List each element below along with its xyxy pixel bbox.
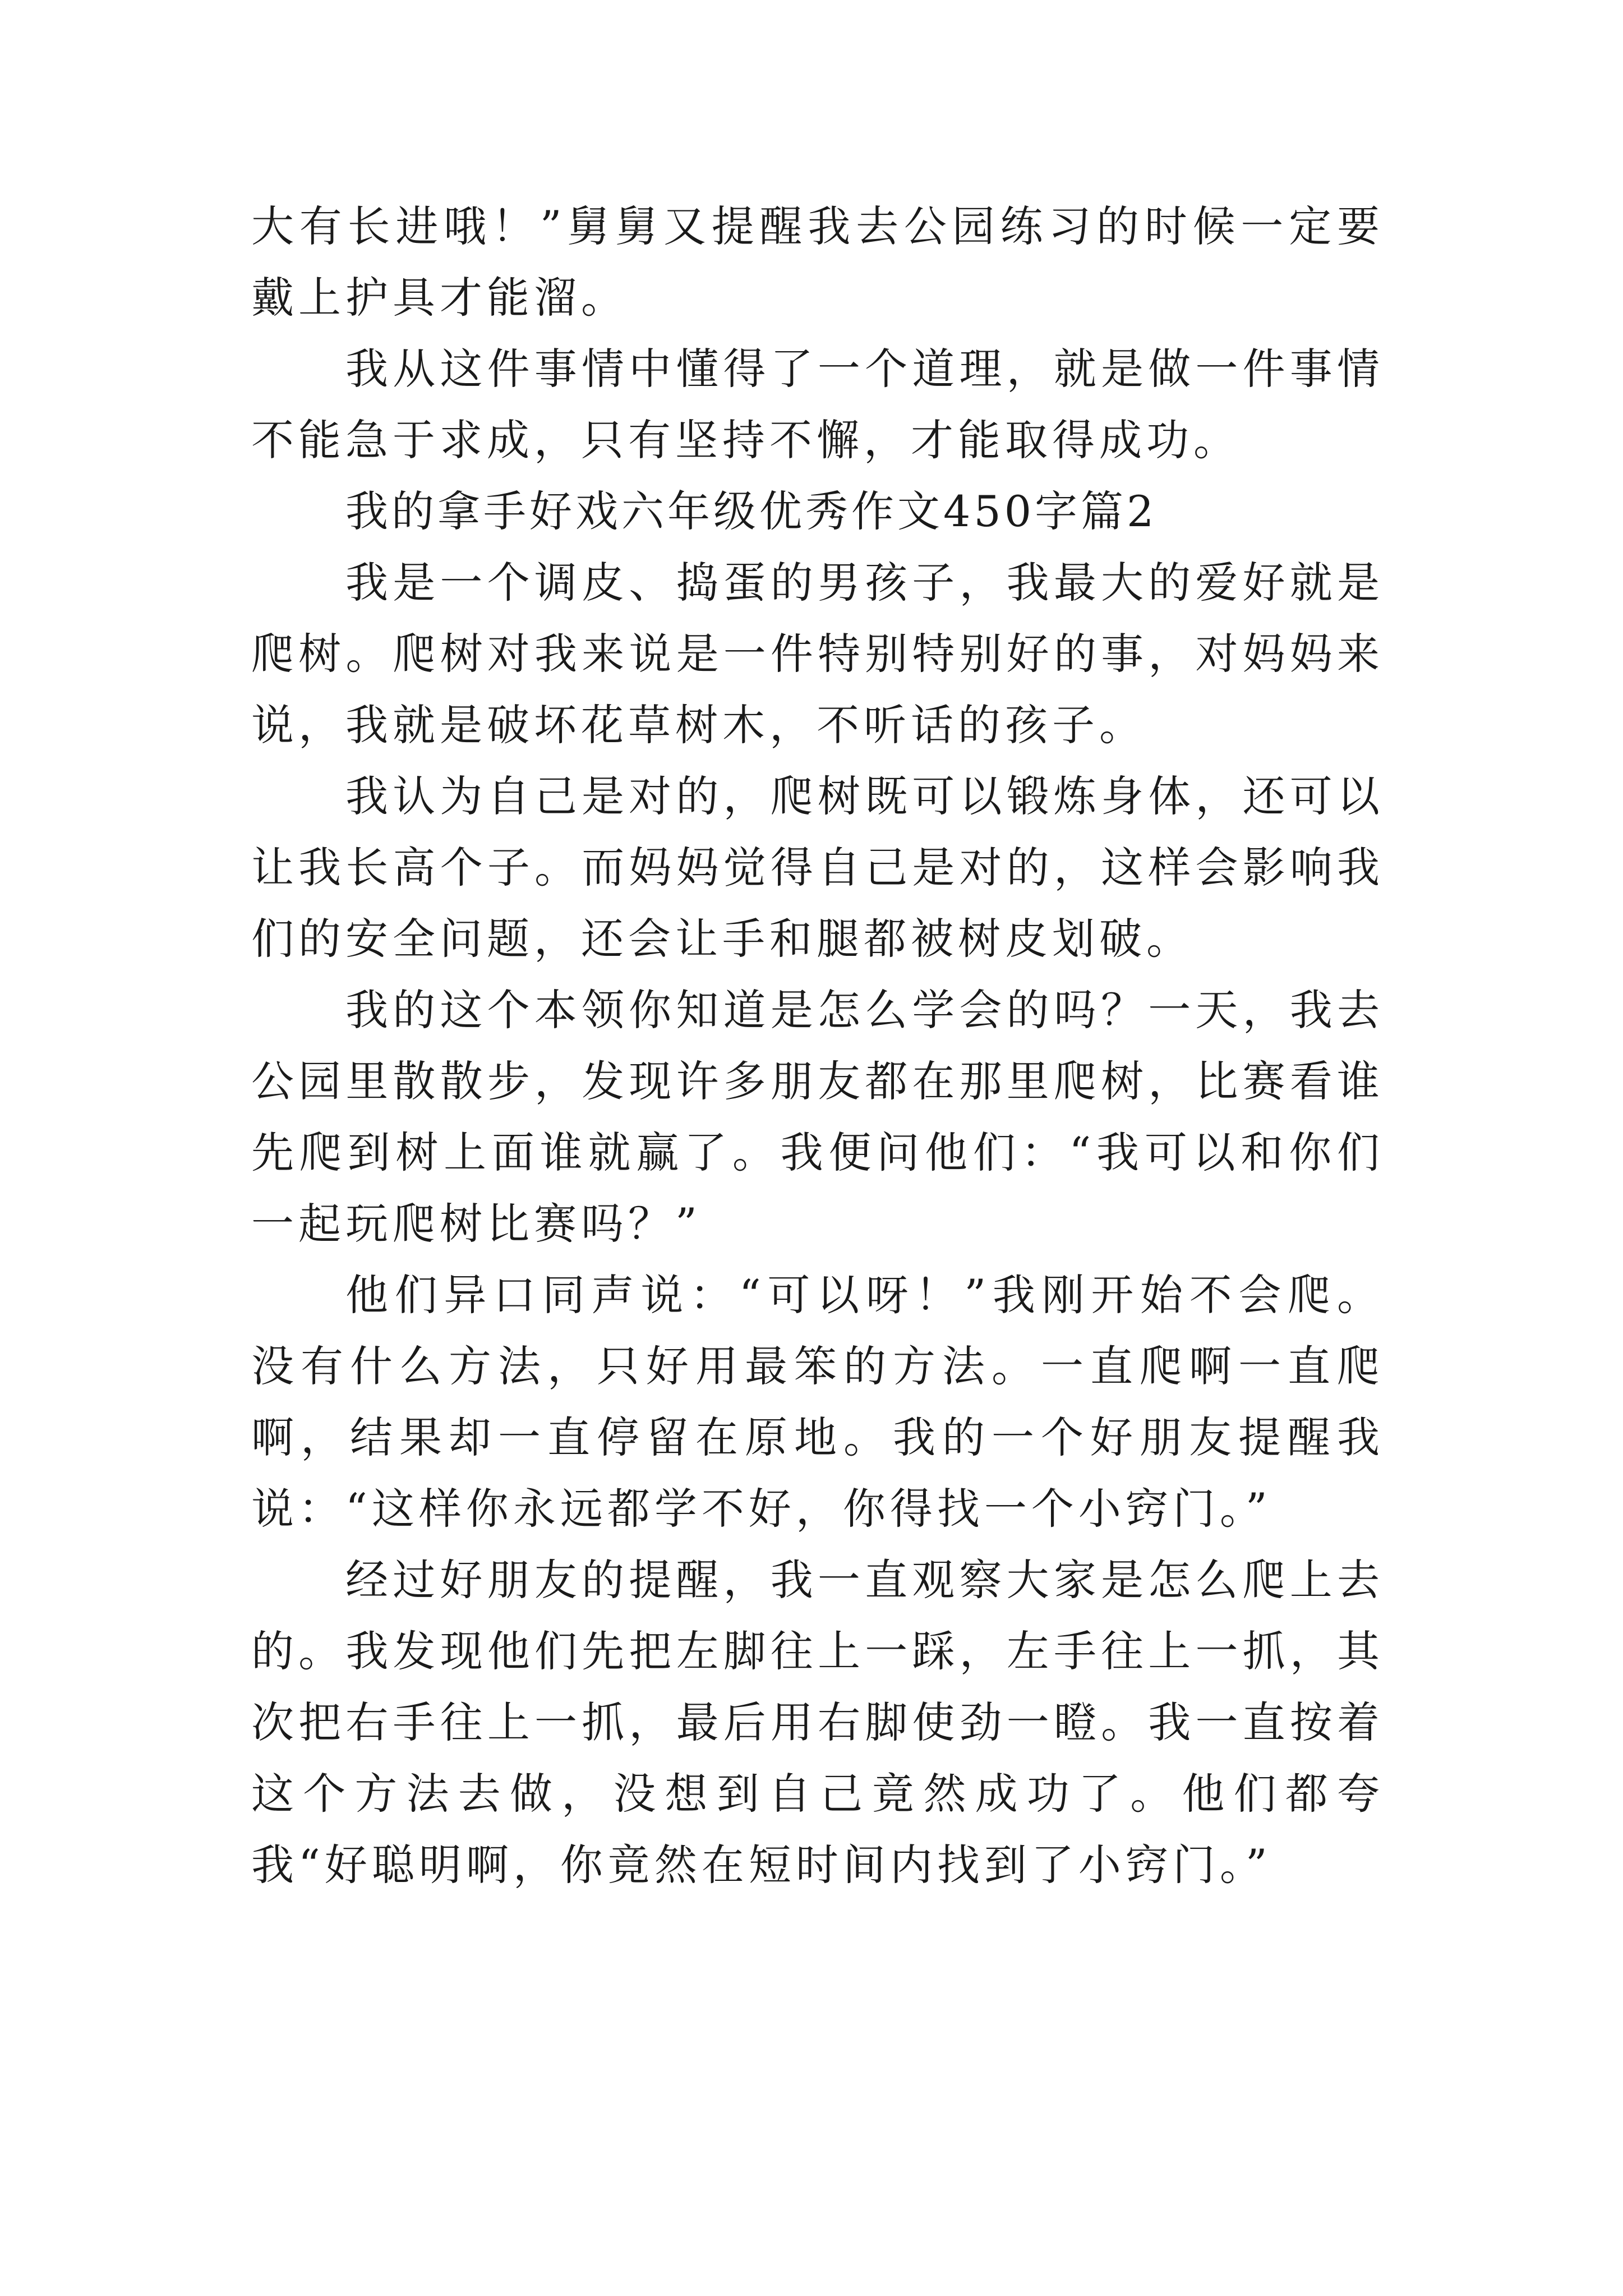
paragraph-park: 我的这个本领你知道是怎么学会的吗？一天，我去公园里散散步，发现许多朋友都在那里爬树，比赛看谁先爬到树上面谁就赢了。我便问他们：“我可以和你们一起玩爬树比赛吗？” (251, 985, 1384, 1249)
document-body (251, 191, 1384, 1901)
paragraph-learning: 他们异口同声说：“可以呀！”我刚开始不会爬。没有什么方法，只好用最笨的方法。一直爬啊一直爬啊，结果却一直停留在原地。我的一个好朋友提醒我说：“这样你永远都学不好，你得找一个小窍门。” (251, 1270, 1384, 1534)
paragraph-success: 经过好朋友的提醒，我一直观察大家是怎么爬上去的。我发现他们先把左脚往上一踩，左手往上一抓，其次把右手往上一抓，最后用右脚使劲一瞪。我一直按着这个方法去做，没想到自己竟然成功了。他们都夸我“好聪明啊，你竟然在短时间内找到了小窍门。” (251, 1555, 1384, 1890)
paragraph-lesson: 我从这件事情中懂得了一个道理，就是做一件事情不能急于求成，只有坚持不懈，才能取得成功。 (251, 344, 1384, 465)
paragraph-hobby: 我是一个调皮、捣蛋的男孩子，我最大的爱好就是爬树。爬树对我来说是一件特别特别好的事，对妈妈来说，我就是破坏花草树木，不听话的孩子。 (251, 558, 1384, 750)
section-title: 我的拿手好戏六年级优秀作文450字篇2 (345, 486, 1158, 536)
paragraph-continued: 大有长进哦！”舅舅又提醒我去公园练习的时候一定要戴上护具才能溜。 (251, 201, 1384, 323)
paragraph-opinion: 我认为自己是对的，爬树既可以锻炼身体，还可以让我长高个子。而妈妈觉得自己是对的，这样会影响我们的安全问题，还会让手和腿都被树皮划破。 (251, 771, 1384, 964)
